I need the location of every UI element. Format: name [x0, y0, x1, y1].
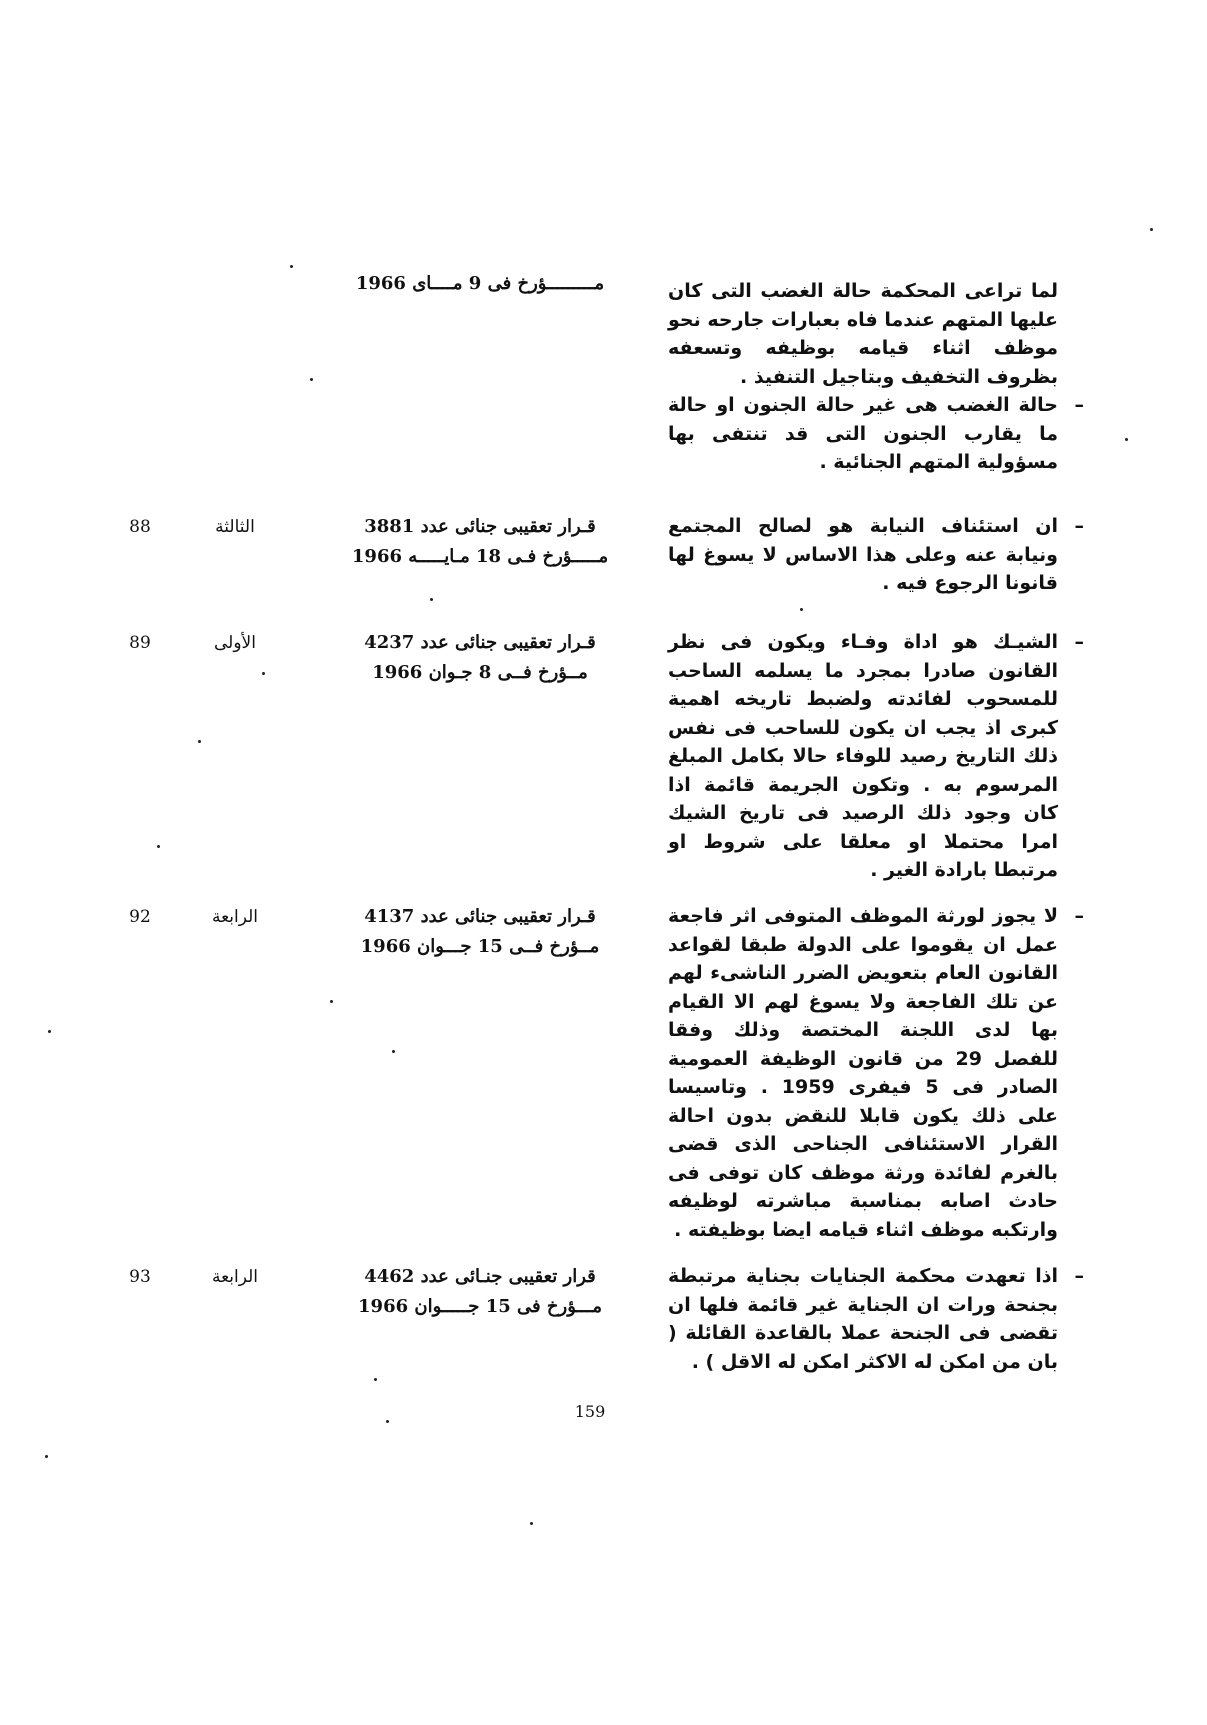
decision-reference [330, 628, 630, 688]
chamber-label: الرابعة [211, 1267, 259, 1287]
page-reference: 93 [129, 1267, 151, 1287]
chamber-label: الثالثة [215, 517, 255, 537]
scan-speck [48, 1030, 51, 1033]
decision-date: مـــــؤرخ فـى 18 مـايـــــه 1966 [351, 546, 609, 567]
scan-speck [262, 672, 265, 675]
scan-speck [330, 1000, 333, 1003]
scan-speck [1125, 438, 1128, 441]
decision-number: قـرار تعقيبى جنائى عدد 4137 [364, 906, 596, 927]
decision-reference [330, 512, 630, 572]
decision-reference [330, 902, 630, 962]
scan-speck [310, 378, 313, 381]
scan-speck [45, 1455, 48, 1458]
ruling-summary [668, 1262, 1058, 1376]
scan-speck [198, 740, 201, 743]
decision-date: مــؤرخ فــى 15 جـــوان 1966 [360, 936, 600, 957]
summary-paragraph: لا يجوز لورثة الموظف المتوفى اثر فاجعة عمل ان يقوموا على الدولة طبقا لقواعد القانون العام بتعويض الضرر الناشىء لهم عن تلك الفاجعة ولا يسوغ لهم الا القيام بها لدى اللجنة المختصة وذلك وفقا للفصل 29 من قانون الوظيفة العمومية الصادر فى 5 فيفرى 1959 . وتاسيسا على ذلك يكون قابلا للنقض بدون احالة القرار الاستئنافى الجناحى الذى قضى بالغرم لفائدة ورثة موظف كان توفى فى حادث اصابه بمناسبة مباشرته لوظيفه وارتكبه موظف اثناء قيامه ايضا بوظيفته . – [668, 902, 1058, 1244]
decision-number: قـرار تعقيبى جنائى عدد 4237 [364, 632, 596, 653]
summary-paragraph: حالة الغضب هى غير حالة الجنون او حالة ما يقارب الجنون التى قد تنتفى بها مسؤولية المتهم الجنائية . – [668, 391, 1058, 477]
chamber-label: الرابعة [211, 907, 259, 927]
page-reference: 88 [129, 517, 151, 537]
scan-speck [386, 1420, 389, 1423]
decision-number: قـرار تعقيبى جنائى عدد 3881 [364, 516, 596, 537]
scan-speck [1150, 228, 1153, 231]
ruling-summary [668, 902, 1058, 1244]
chamber-label: الأولى [214, 633, 256, 653]
decision-date: مـــــــــؤرخ فى 9 مــــاى 1966 [355, 273, 605, 294]
decision-date: مـــؤرخ فى 15 جـــــوان 1966 [358, 1296, 602, 1317]
summary-paragraph: اذا تعهدت محكمة الجنايات بجناية مرتبطة بجنحة ورات ان الجناية غير قائمة فلها ان تقضى فى الجنحة عملا بالقاعدة القائلة ( بان من امكن له الاكثر امكن له الاقل ) . – [668, 1262, 1058, 1376]
scan-speck [374, 1378, 377, 1381]
scan-speck [530, 1522, 533, 1525]
decision-reference [330, 1262, 630, 1322]
decision-reference [330, 269, 630, 299]
decision-date: مــؤرخ فــى 8 جـوان 1966 [372, 662, 588, 683]
decision-number: قرار تعقيبى جنـائى عدد 4462 [364, 1266, 596, 1287]
scan-speck [800, 608, 803, 611]
summary-paragraph: ان استئناف النيابة هو لصالح المجتمع ونيابة عنه وعلى هذا الاساس لا يسوغ لها قانونا الرجوع فيه . – [668, 512, 1058, 598]
ruling-summary [668, 277, 1058, 477]
scan-speck [392, 1050, 395, 1053]
page-reference: 89 [129, 633, 151, 653]
summary-paragraph: الشيـك هو اداة وفـاء ويكون فى نظر القانون صادرا بمجرد ما يسلمه الساحب للمسحوب لفائدته ولضبط تاريخه اهمية كبرى اذ يجب ان يكون للساحب فى نفس ذلك التاريخ رصيد للوفاء حالا بكامل المبلغ المرسوم به . وتكون الجريمة قائمة اذا كان وجود ذلك الرصيد فى تاريخ الشيك امرا محتملا او معلقا على شروط او مرتبطا بارادة الغير . – [668, 628, 1058, 885]
summary-paragraph: لما تراعى المحكمة حالة الغضب التى كان عليها المتهم عندما فاه بعبارات جارحه نحو موظف اثناء قيامه بوظيفه وتسعفه بظروف التخفيف وبتاجيل التنفيذ . [668, 280, 1058, 388]
ruling-summary [668, 512, 1058, 598]
page-reference: 92 [129, 907, 151, 927]
scan-speck [157, 845, 160, 848]
scan-speck [430, 598, 433, 601]
footer-page-number: 159 [574, 1402, 606, 1421]
ruling-summary [668, 628, 1058, 885]
scan-speck [290, 265, 293, 268]
